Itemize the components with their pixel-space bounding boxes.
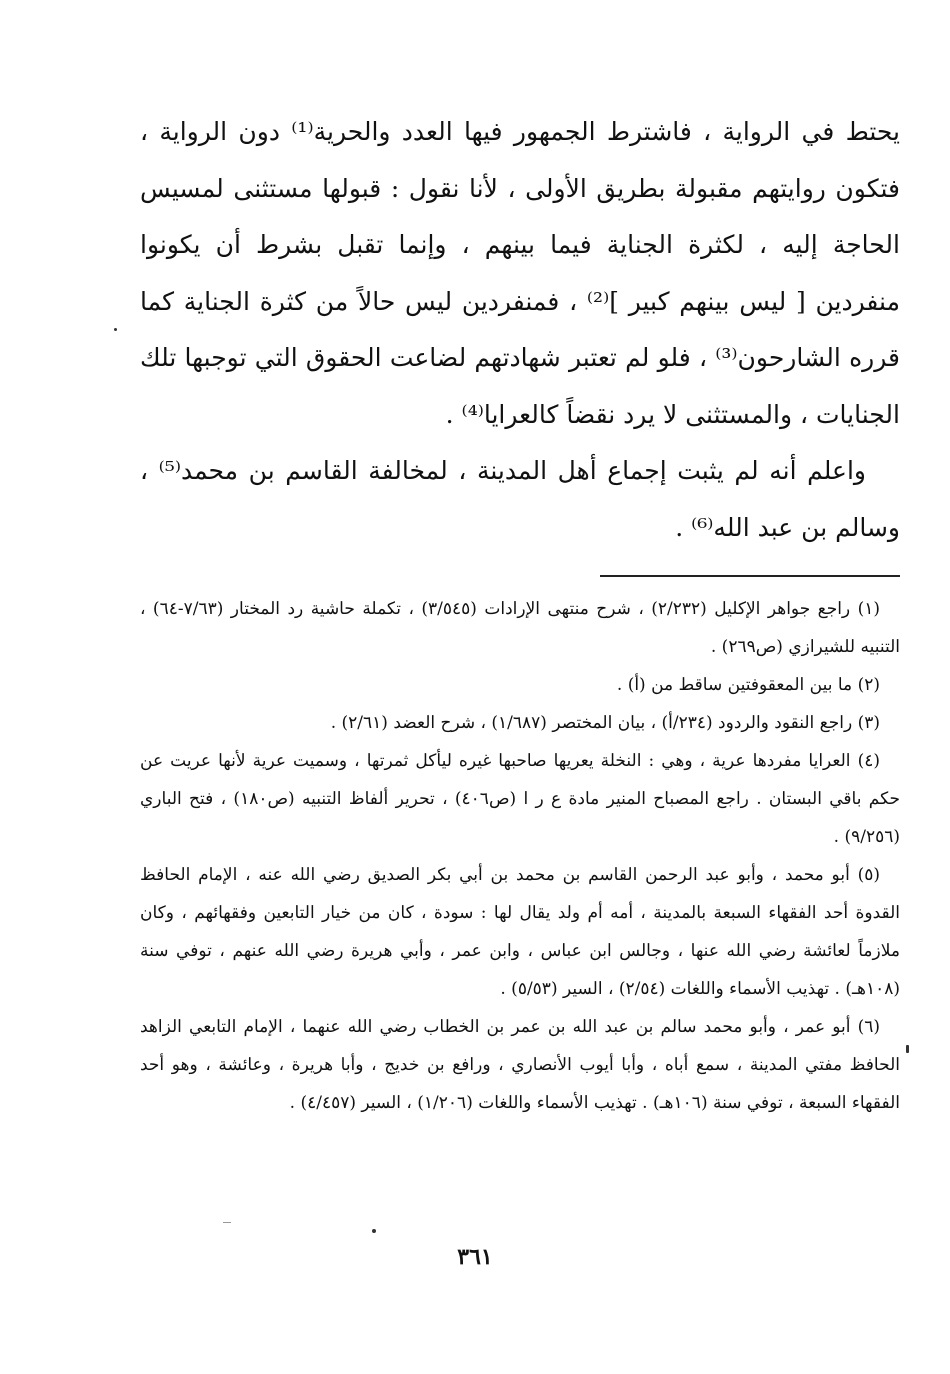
page-number: ٣٦١ bbox=[457, 1244, 493, 1270]
footnote-5: (٥) أبو محمد ، وأبو عبد الرحمن القاسم بن محمد بن أبي بكر الصديق رضي الله عنه ، الإمام الحافظ القدوة أحد الفقهاء السبعة بالمدينة ، أمه أم ولد يقال لها : سودة ، كان من خيار التابعين وفقهائهم ، وكان ملازماً لعائشة رضي الله عنها ، وجالس ابن عباس ، وابن عمر ، وأبي هريرة رضي الله عنهم ، توفي سنة (١٠٨هـ) . تهذيب الأسماء واللغات (٢/٥٤) ، السير (٥/٥٣) . bbox=[140, 865, 900, 999]
main-paragraph: يحتط في الرواية ، فاشترط الجمهور فيها العدد والحرية⁽¹⁾ دون الرواية ، فتكون روايتهم مقبولة بطريق الأولى ، لأنا نقول : قبولها مستثنى لمسيس الحاجة إليه ، لكثرة الجناية فيما بينهم ، وإنما تقبل بشرط أن يكونوا منفردين [ ليس بينهم كبير ]⁽²⁾ ، فمنفردين ليس حالاً من كثرة الجناية كما قرره الشارحون⁽³⁾ ، فلو لم تعتبر شهادتهم لضاعت الحقوق التي توجبها تلك الجنايات ، والمستثنى لا يرد نقضاً كالعرايا⁽⁴⁾ . bbox=[140, 117, 901, 429]
footnote-6: (٦) أبو عمر ، وأبو محمد سالم بن عبد الله بن عمر بن الخطاب رضي الله عنهما ، الإمام التابعي الزاهد الحافظ مفتي المدينة ، سمع أباه ، وأبا أيوب الأنصاري ، ورافع بن خديج ، وأبا هريرة ، وعائشة ، وهو أحد الفقهاء السبعة ، توفي سنة (١٠٦هـ) . تهذيب الأسماء واللغات (١/٢٠٦) ، السير (٤/٤٥٧) . bbox=[140, 1017, 900, 1113]
footnote-1: (١) راجع جواهر الإكليل (٢/٢٣٢) ، شرح منتهى الإرادات (٣/٥٤٥) ، تكملة حاشية رد المختار (٧/٦٣-٦٤) ، التنبيه للشيرازي (ص٢٦٩) . bbox=[140, 599, 900, 657]
main-paragraph: واعلم أنه لم يثبت إجماع أهل المدينة ، لمخالفة القاسم بن محمد⁽⁵⁾ ، وسالم بن عبد الله⁽⁶⁾ . bbox=[140, 456, 900, 542]
scan-speck bbox=[223, 1222, 231, 1223]
scan-speck bbox=[906, 1045, 909, 1053]
main-text bbox=[140, 104, 900, 556]
footnote-3: (٣) راجع النقود والردود (٢٣٤/أ) ، بيان المختصر (١/٦٨٧) ، شرح العضد (٢/٦١) . bbox=[330, 713, 880, 733]
footnotes bbox=[140, 590, 900, 1122]
scan-speck bbox=[372, 1229, 376, 1233]
footnote-4: (٤) العرايا مفردها عرية ، وهي : النخلة يعريها صاحبها غيره ليأكل ثمرتها ، وسميت عرية لأنها عريت عن حكم باقي البستان . راجع المصباح المنير مادة ع ر ا (ص٤٠٦) ، تحرير ألفاظ التنبيه (ص١٨٠) ، فتح الباري (٩/٢٥٦) . bbox=[140, 751, 900, 847]
footnote-divider bbox=[600, 575, 900, 577]
scan-speck bbox=[114, 328, 117, 331]
footnote-2: (٢) ما بين المعقوفتين ساقط من (أ) . bbox=[616, 675, 880, 695]
